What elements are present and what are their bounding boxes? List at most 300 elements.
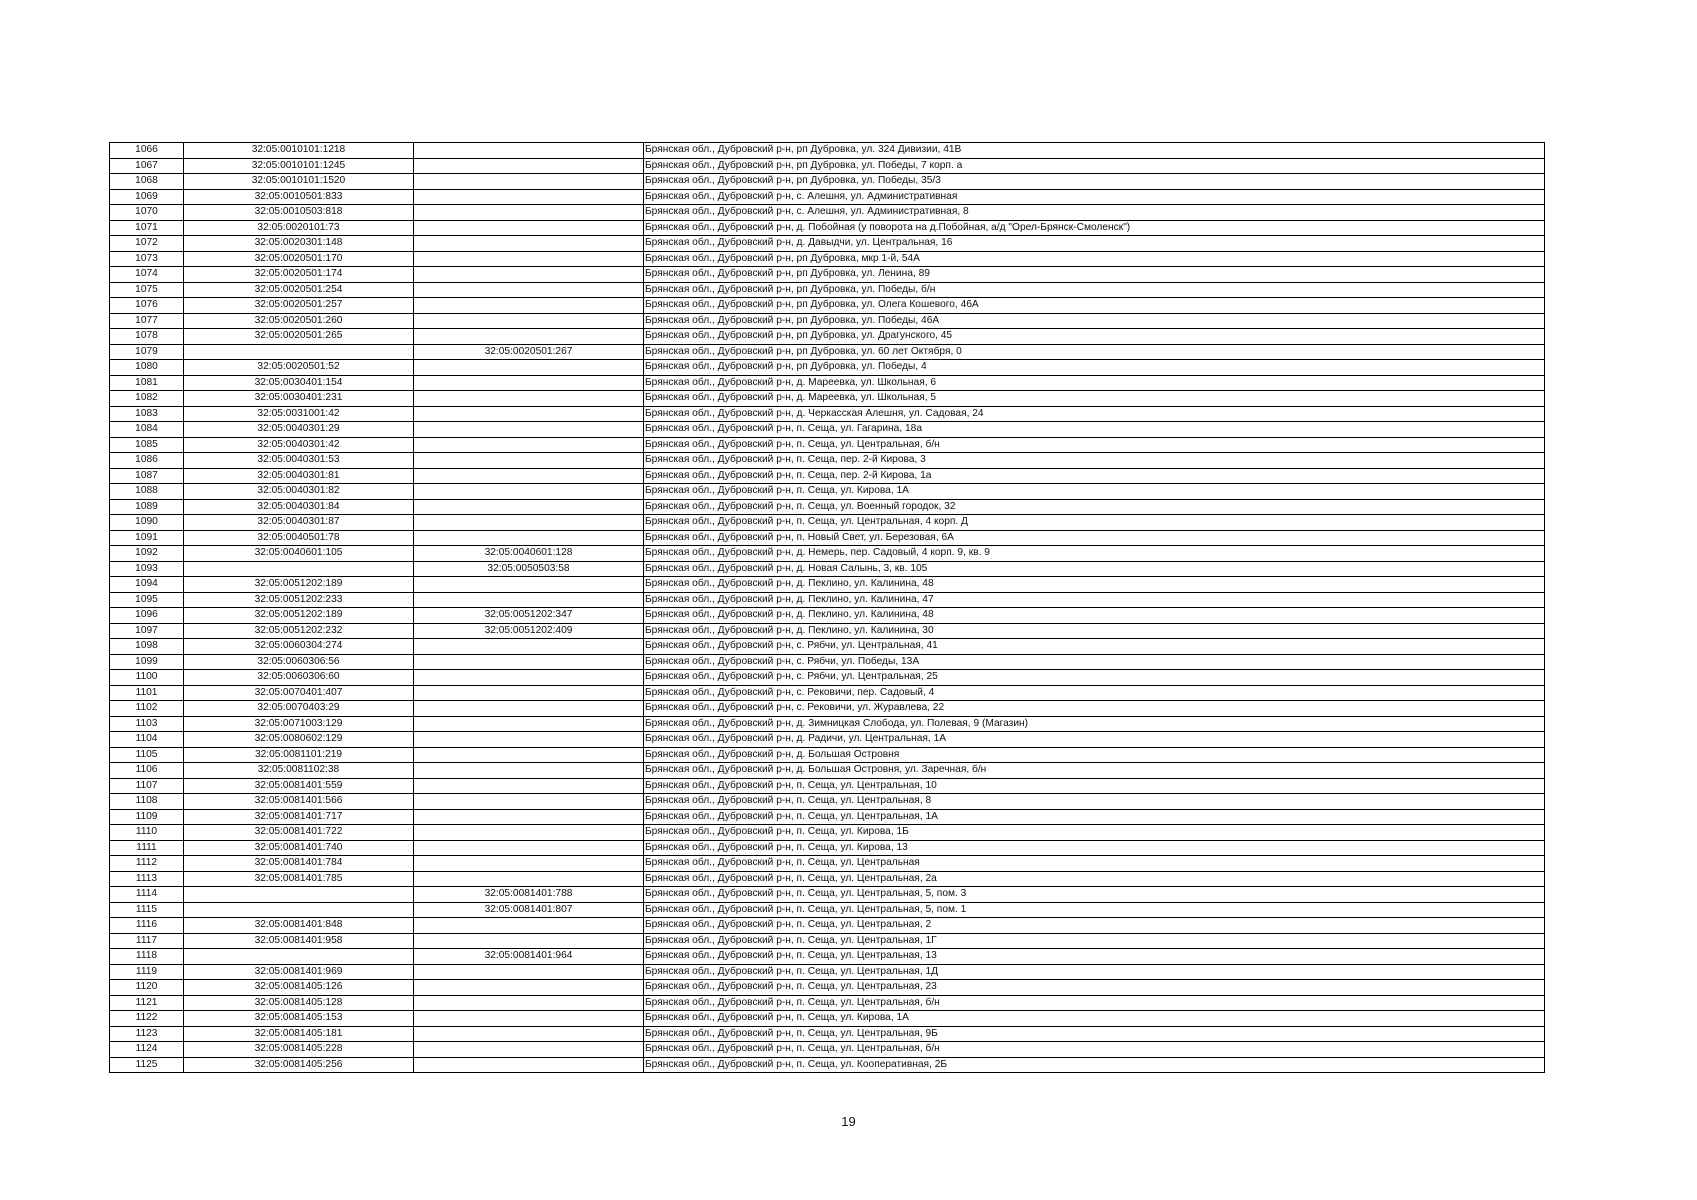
address-cell: Брянская обл., Дубровский р-н, д. Новая Салынь, 3, кв. 105 bbox=[644, 561, 1545, 577]
cadastral-number-cell: 32:05:0031001:42 bbox=[184, 406, 414, 422]
row-number-cell: 1083 bbox=[110, 406, 184, 422]
secondary-cadastral-number-cell bbox=[414, 685, 644, 701]
row-number-cell: 1115 bbox=[110, 902, 184, 918]
address-cell: Брянская обл., Дубровский р-н, рп Дубровка, ул. Олега Кошевого, 46А bbox=[644, 298, 1545, 314]
address-cell: Брянская обл., Дубровский р-н, с. Рябчи, ул. Победы, 13А bbox=[644, 654, 1545, 670]
table-row bbox=[110, 964, 1545, 980]
secondary-cadastral-number-cell bbox=[414, 205, 644, 221]
row-number-cell: 1086 bbox=[110, 453, 184, 469]
address-cell: Брянская обл., Дубровский р-н, п. Сеща, ул. Центральная, 2 bbox=[644, 918, 1545, 934]
row-number-cell: 1122 bbox=[110, 1011, 184, 1027]
secondary-cadastral-number-cell bbox=[414, 298, 644, 314]
address-cell: Брянская обл., Дубровский р-н, д. Давыдчи, ул. Центральная, 16 bbox=[644, 236, 1545, 252]
table-row bbox=[110, 1011, 1545, 1027]
address-cell: Брянская обл., Дубровский р-н, д. Мареевка, ул. Школьная, 6 bbox=[644, 375, 1545, 391]
secondary-cadastral-number-cell bbox=[414, 701, 644, 717]
secondary-cadastral-number-cell bbox=[414, 375, 644, 391]
secondary-cadastral-number-cell bbox=[414, 468, 644, 484]
secondary-cadastral-number-cell bbox=[414, 840, 644, 856]
row-number-cell: 1087 bbox=[110, 468, 184, 484]
row-number-cell: 1111 bbox=[110, 840, 184, 856]
address-cell: Брянская обл., Дубровский р-н, рп Дубровка, ул. Драгунского, 45 bbox=[644, 329, 1545, 345]
table-row bbox=[110, 298, 1545, 314]
table-row bbox=[110, 871, 1545, 887]
table-row bbox=[110, 468, 1545, 484]
cadastral-number-cell: 32:05:0040601:105 bbox=[184, 546, 414, 562]
address-cell: Брянская обл., Дубровский р-н, п. Сеща, ул. Центральная, 1А bbox=[644, 809, 1545, 825]
row-number-cell: 1096 bbox=[110, 608, 184, 624]
row-number-cell: 1123 bbox=[110, 1026, 184, 1042]
address-cell: Брянская обл., Дубровский р-н, п. Сеща, ул. Кирова, 13 bbox=[644, 840, 1545, 856]
table-row bbox=[110, 453, 1545, 469]
cadastral-number-cell: 32:05:0070401:407 bbox=[184, 685, 414, 701]
table-row bbox=[110, 592, 1545, 608]
row-number-cell: 1100 bbox=[110, 670, 184, 686]
row-number-cell: 1095 bbox=[110, 592, 184, 608]
address-cell: Брянская обл., Дубровский р-н, п. Сеща, ул. Кирова, 1А bbox=[644, 1011, 1545, 1027]
cadastral-number-cell: 32:05:0060306:56 bbox=[184, 654, 414, 670]
row-number-cell: 1110 bbox=[110, 825, 184, 841]
registry-table-body bbox=[110, 143, 1545, 1073]
address-cell: Брянская обл., Дубровский р-н, п. Сеща, ул. Центральная, 1Д bbox=[644, 964, 1545, 980]
address-cell: Брянская обл., Дубровский р-н, п. Сеща, ул. Центральная, б/н bbox=[644, 995, 1545, 1011]
row-number-cell: 1124 bbox=[110, 1042, 184, 1058]
cadastral-number-cell: 32:05:0010101:1245 bbox=[184, 158, 414, 174]
cadastral-number-cell bbox=[184, 887, 414, 903]
cadastral-number-cell: 32:05:0081401:969 bbox=[184, 964, 414, 980]
table-row bbox=[110, 236, 1545, 252]
address-cell: Брянская обл., Дубровский р-н, д. Радичи, ул. Центральная, 1А bbox=[644, 732, 1545, 748]
cadastral-number-cell: 32:05:0020501:265 bbox=[184, 329, 414, 345]
row-number-cell: 1120 bbox=[110, 980, 184, 996]
cadastral-number-cell: 32:05:0040301:82 bbox=[184, 484, 414, 500]
secondary-cadastral-number-cell bbox=[414, 360, 644, 376]
secondary-cadastral-number-cell bbox=[414, 282, 644, 298]
row-number-cell: 1085 bbox=[110, 437, 184, 453]
secondary-cadastral-number-cell bbox=[414, 251, 644, 267]
cadastral-number-cell: 32:05:0020501:170 bbox=[184, 251, 414, 267]
table-row bbox=[110, 1026, 1545, 1042]
address-cell: Брянская обл., Дубровский р-н, п. Сеща, ул. Кирова, 1А bbox=[644, 484, 1545, 500]
secondary-cadastral-number-cell bbox=[414, 236, 644, 252]
table-row bbox=[110, 980, 1545, 996]
cadastral-number-cell: 32:05:0020501:254 bbox=[184, 282, 414, 298]
row-number-cell: 1117 bbox=[110, 933, 184, 949]
cadastral-number-cell bbox=[184, 561, 414, 577]
table-row bbox=[110, 344, 1545, 360]
cadastral-number-cell: 32:05:0070403:29 bbox=[184, 701, 414, 717]
table-row bbox=[110, 220, 1545, 236]
table-row bbox=[110, 484, 1545, 500]
address-cell: Брянская обл., Дубровский р-н, п. Новый Свет, ул. Березовая, 6А bbox=[644, 530, 1545, 546]
secondary-cadastral-number-cell bbox=[414, 577, 644, 593]
table-row bbox=[110, 902, 1545, 918]
address-cell: Брянская обл., Дубровский р-н, рп Дубровка, ул. 60 лет Октября, 0 bbox=[644, 344, 1545, 360]
secondary-cadastral-number-cell bbox=[414, 437, 644, 453]
address-cell: Брянская обл., Дубровский р-н, рп Дубровка, мкр 1-й, 54А bbox=[644, 251, 1545, 267]
table-row bbox=[110, 546, 1545, 562]
cadastral-number-cell: 32:05:0080602:129 bbox=[184, 732, 414, 748]
address-cell: Брянская обл., Дубровский р-н, д. Пеклино, ул. Калинина, 48 bbox=[644, 608, 1545, 624]
secondary-cadastral-number-cell bbox=[414, 329, 644, 345]
row-number-cell: 1081 bbox=[110, 375, 184, 391]
table-row bbox=[110, 918, 1545, 934]
table-row bbox=[110, 391, 1545, 407]
cadastral-number-cell bbox=[184, 344, 414, 360]
row-number-cell: 1113 bbox=[110, 871, 184, 887]
secondary-cadastral-number-cell bbox=[414, 778, 644, 794]
secondary-cadastral-number-cell bbox=[414, 143, 644, 159]
address-cell: Брянская обл., Дубровский р-н, п. Сеща, ул. Центральная, 5, пом. 3 bbox=[644, 887, 1545, 903]
table-row bbox=[110, 887, 1545, 903]
address-cell: Брянская обл., Дубровский р-н, рп Дубровка, ул. Победы, 7 корп. а bbox=[644, 158, 1545, 174]
address-cell: Брянская обл., Дубровский р-н, с. Рековичи, ул. Журавлева, 22 bbox=[644, 701, 1545, 717]
secondary-cadastral-number-cell bbox=[414, 964, 644, 980]
table-row bbox=[110, 422, 1545, 438]
cadastral-number-cell: 32:05:0081401:848 bbox=[184, 918, 414, 934]
address-cell: Брянская обл., Дубровский р-н, с. Алешня, ул. Административная, 8 bbox=[644, 205, 1545, 221]
cadastral-number-cell: 32:05:0040301:53 bbox=[184, 453, 414, 469]
cadastral-number-cell: 32:05:0060306:60 bbox=[184, 670, 414, 686]
table-row bbox=[110, 515, 1545, 531]
address-cell: Брянская обл., Дубровский р-н, д. Пеклино, ул. Калинина, 30 bbox=[644, 623, 1545, 639]
address-cell: Брянская обл., Дубровский р-н, с. Алешня, ул. Административная bbox=[644, 189, 1545, 205]
table-row bbox=[110, 143, 1545, 159]
table-row bbox=[110, 205, 1545, 221]
row-number-cell: 1108 bbox=[110, 794, 184, 810]
secondary-cadastral-number-cell bbox=[414, 174, 644, 190]
secondary-cadastral-number-cell bbox=[414, 592, 644, 608]
row-number-cell: 1066 bbox=[110, 143, 184, 159]
table-row bbox=[110, 639, 1545, 655]
row-number-cell: 1075 bbox=[110, 282, 184, 298]
address-cell: Брянская обл., Дубровский р-н, д. Мареевка, ул. Школьная, 5 bbox=[644, 391, 1545, 407]
cadastral-number-cell: 32:05:0081405:256 bbox=[184, 1057, 414, 1073]
table-row bbox=[110, 763, 1545, 779]
registry-table bbox=[109, 142, 1545, 1073]
table-row bbox=[110, 701, 1545, 717]
address-cell: Брянская обл., Дубровский р-н, п. Сеща, ул. Центральная, 8 bbox=[644, 794, 1545, 810]
address-cell: Брянская обл., Дубровский р-н, рп Дубровка, ул. Победы, 46А bbox=[644, 313, 1545, 329]
secondary-cadastral-number-cell bbox=[414, 220, 644, 236]
address-cell: Брянская обл., Дубровский р-н, с. Рябчи, ул. Центральная, 41 bbox=[644, 639, 1545, 655]
row-number-cell: 1071 bbox=[110, 220, 184, 236]
cadastral-number-cell: 32:05:0060304:274 bbox=[184, 639, 414, 655]
table-row bbox=[110, 1057, 1545, 1073]
cadastral-number-cell: 32:05:0051202:189 bbox=[184, 577, 414, 593]
cadastral-number-cell: 32:05:0020101:73 bbox=[184, 220, 414, 236]
table-row bbox=[110, 530, 1545, 546]
address-cell: Брянская обл., Дубровский р-н, д. Пеклино, ул. Калинина, 47 bbox=[644, 592, 1545, 608]
secondary-cadastral-number-cell: 32:05:0081401:964 bbox=[414, 949, 644, 965]
cadastral-number-cell: 32:05:0020501:257 bbox=[184, 298, 414, 314]
table-row bbox=[110, 794, 1545, 810]
table-row bbox=[110, 732, 1545, 748]
secondary-cadastral-number-cell bbox=[414, 515, 644, 531]
cadastral-number-cell: 32:05:0051202:232 bbox=[184, 623, 414, 639]
secondary-cadastral-number-cell bbox=[414, 530, 644, 546]
cadastral-number-cell: 32:05:0081405:181 bbox=[184, 1026, 414, 1042]
address-cell: Брянская обл., Дубровский р-н, п. Сеща, ул. Центральная, б/н bbox=[644, 1042, 1545, 1058]
secondary-cadastral-number-cell bbox=[414, 422, 644, 438]
cadastral-number-cell: 32:05:0051202:189 bbox=[184, 608, 414, 624]
address-cell: Брянская обл., Дубровский р-н, п. Сеща, ул. Центральная, 2а bbox=[644, 871, 1545, 887]
row-number-cell: 1093 bbox=[110, 561, 184, 577]
address-cell: Брянская обл., Дубровский р-н, рп Дубровка, ул. Победы, 35/3 bbox=[644, 174, 1545, 190]
address-cell: Брянская обл., Дубровский р-н, п. Сеща, ул. Центральная, б/н bbox=[644, 437, 1545, 453]
row-number-cell: 1116 bbox=[110, 918, 184, 934]
cadastral-number-cell: 32:05:0040501:78 bbox=[184, 530, 414, 546]
cadastral-number-cell: 32:05:0081401:740 bbox=[184, 840, 414, 856]
cadastral-number-cell: 32:05:0081405:153 bbox=[184, 1011, 414, 1027]
row-number-cell: 1121 bbox=[110, 995, 184, 1011]
table-row bbox=[110, 251, 1545, 267]
secondary-cadastral-number-cell bbox=[414, 499, 644, 515]
table-row bbox=[110, 995, 1545, 1011]
row-number-cell: 1104 bbox=[110, 732, 184, 748]
address-cell: Брянская обл., Дубровский р-н, п. Сеща, ул. Кирова, 1Б bbox=[644, 825, 1545, 841]
address-cell: Брянская обл., Дубровский р-н, д. Зимницкая Слобода, ул. Полевая, 9 (Магазин) bbox=[644, 716, 1545, 732]
row-number-cell: 1107 bbox=[110, 778, 184, 794]
secondary-cadastral-number-cell bbox=[414, 794, 644, 810]
address-cell: Брянская обл., Дубровский р-н, п. Сеща, ул. Центральная bbox=[644, 856, 1545, 872]
address-cell: Брянская обл., Дубровский р-н, д. Немерь, пер. Садовый, 4 корп. 9, кв. 9 bbox=[644, 546, 1545, 562]
secondary-cadastral-number-cell bbox=[414, 654, 644, 670]
address-cell: Брянская обл., Дубровский р-н, п. Сеща, ул. Кооперативная, 2Б bbox=[644, 1057, 1545, 1073]
address-cell: Брянская обл., Дубровский р-н, п. Сеща, ул. Гагарина, 18а bbox=[644, 422, 1545, 438]
address-cell: Брянская обл., Дубровский р-н, д. Черкасская Алешня, ул. Садовая, 24 bbox=[644, 406, 1545, 422]
row-number-cell: 1069 bbox=[110, 189, 184, 205]
row-number-cell: 1125 bbox=[110, 1057, 184, 1073]
cadastral-number-cell: 32:05:0051202:233 bbox=[184, 592, 414, 608]
row-number-cell: 1112 bbox=[110, 856, 184, 872]
table-row bbox=[110, 840, 1545, 856]
row-number-cell: 1067 bbox=[110, 158, 184, 174]
cadastral-number-cell bbox=[184, 949, 414, 965]
address-cell: Брянская обл., Дубровский р-н, п. Сеща, ул. Центральная, 4 корп. Д bbox=[644, 515, 1545, 531]
cadastral-number-cell: 32:05:0010503:818 bbox=[184, 205, 414, 221]
secondary-cadastral-number-cell bbox=[414, 1026, 644, 1042]
address-cell: Брянская обл., Дубровский р-н, рп Дубровка, ул. Победы, б/н bbox=[644, 282, 1545, 298]
row-number-cell: 1094 bbox=[110, 577, 184, 593]
row-number-cell: 1118 bbox=[110, 949, 184, 965]
secondary-cadastral-number-cell bbox=[414, 763, 644, 779]
table-row bbox=[110, 577, 1545, 593]
cadastral-number-cell: 32:05:0030401:231 bbox=[184, 391, 414, 407]
cadastral-number-cell: 32:05:0010101:1218 bbox=[184, 143, 414, 159]
address-cell: Брянская обл., Дубровский р-н, д. Пеклино, ул. Калинина, 48 bbox=[644, 577, 1545, 593]
row-number-cell: 1102 bbox=[110, 701, 184, 717]
address-cell: Брянская обл., Дубровский р-н, п. Сеща, ул. Военный городок, 32 bbox=[644, 499, 1545, 515]
secondary-cadastral-number-cell: 32:05:0020501:267 bbox=[414, 344, 644, 360]
table-row bbox=[110, 716, 1545, 732]
table-row bbox=[110, 406, 1545, 422]
cadastral-number-cell: 32:05:0010501:833 bbox=[184, 189, 414, 205]
secondary-cadastral-number-cell: 32:05:0051202:409 bbox=[414, 623, 644, 639]
table-row bbox=[110, 608, 1545, 624]
row-number-cell: 1106 bbox=[110, 763, 184, 779]
row-number-cell: 1097 bbox=[110, 623, 184, 639]
cadastral-number-cell: 32:05:0081405:126 bbox=[184, 980, 414, 996]
table-row bbox=[110, 933, 1545, 949]
page-number: 19 bbox=[841, 1114, 856, 1129]
secondary-cadastral-number-cell: 32:05:0040601:128 bbox=[414, 546, 644, 562]
cadastral-number-cell: 32:05:0020301:148 bbox=[184, 236, 414, 252]
row-number-cell: 1109 bbox=[110, 809, 184, 825]
secondary-cadastral-number-cell bbox=[414, 670, 644, 686]
row-number-cell: 1090 bbox=[110, 515, 184, 531]
row-number-cell: 1101 bbox=[110, 685, 184, 701]
row-number-cell: 1103 bbox=[110, 716, 184, 732]
secondary-cadastral-number-cell bbox=[414, 158, 644, 174]
table-row bbox=[110, 267, 1545, 283]
cadastral-number-cell: 32:05:0081401:785 bbox=[184, 871, 414, 887]
cadastral-number-cell: 32:05:0020501:260 bbox=[184, 313, 414, 329]
cadastral-number-cell: 32:05:0020501:174 bbox=[184, 267, 414, 283]
table-row bbox=[110, 189, 1545, 205]
cadastral-number-cell: 32:05:0081401:566 bbox=[184, 794, 414, 810]
secondary-cadastral-number-cell bbox=[414, 267, 644, 283]
row-number-cell: 1070 bbox=[110, 205, 184, 221]
address-cell: Брянская обл., Дубровский р-н, рп Дубровка, ул. Победы, 4 bbox=[644, 360, 1545, 376]
row-number-cell: 1119 bbox=[110, 964, 184, 980]
secondary-cadastral-number-cell bbox=[414, 918, 644, 934]
address-cell: Брянская обл., Дубровский р-н, с. Рябчи, ул. Центральная, 25 bbox=[644, 670, 1545, 686]
secondary-cadastral-number-cell: 32:05:0051202:347 bbox=[414, 608, 644, 624]
cadastral-number-cell: 32:05:0081101:219 bbox=[184, 747, 414, 763]
table-row bbox=[110, 670, 1545, 686]
row-number-cell: 1079 bbox=[110, 344, 184, 360]
secondary-cadastral-number-cell bbox=[414, 732, 644, 748]
address-cell: Брянская обл., Дубровский р-н, рп Дубровка, ул. 324 Дивизии, 41В bbox=[644, 143, 1545, 159]
cadastral-number-cell: 32:05:0040301:84 bbox=[184, 499, 414, 515]
row-number-cell: 1084 bbox=[110, 422, 184, 438]
table-row bbox=[110, 747, 1545, 763]
secondary-cadastral-number-cell: 32:05:0050503:58 bbox=[414, 561, 644, 577]
address-cell: Брянская обл., Дубровский р-н, п. Сеща, ул. Центральная, 23 bbox=[644, 980, 1545, 996]
row-number-cell: 1105 bbox=[110, 747, 184, 763]
address-cell: Брянская обл., Дубровский р-н, д. Большая Островня bbox=[644, 747, 1545, 763]
secondary-cadastral-number-cell bbox=[414, 1057, 644, 1073]
secondary-cadastral-number-cell bbox=[414, 933, 644, 949]
cadastral-number-cell bbox=[184, 902, 414, 918]
table-row bbox=[110, 949, 1545, 965]
table-row bbox=[110, 685, 1545, 701]
row-number-cell: 1114 bbox=[110, 887, 184, 903]
row-number-cell: 1088 bbox=[110, 484, 184, 500]
secondary-cadastral-number-cell bbox=[414, 406, 644, 422]
cadastral-number-cell: 32:05:0081401:717 bbox=[184, 809, 414, 825]
secondary-cadastral-number-cell bbox=[414, 484, 644, 500]
address-cell: Брянская обл., Дубровский р-н, п. Сеща, ул. Центральная, 5, пом. 1 bbox=[644, 902, 1545, 918]
address-cell: Брянская обл., Дубровский р-н, п. Сеща, ул. Центральная, 1Г bbox=[644, 933, 1545, 949]
cadastral-number-cell: 32:05:0040301:81 bbox=[184, 468, 414, 484]
address-cell: Брянская обл., Дубровский р-н, п. Сеща, пер. 2-й Кирова, 3 bbox=[644, 453, 1545, 469]
cadastral-number-cell: 32:05:0081401:722 bbox=[184, 825, 414, 841]
row-number-cell: 1073 bbox=[110, 251, 184, 267]
table-row bbox=[110, 809, 1545, 825]
table-row bbox=[110, 1042, 1545, 1058]
secondary-cadastral-number-cell bbox=[414, 747, 644, 763]
secondary-cadastral-number-cell bbox=[414, 391, 644, 407]
row-number-cell: 1077 bbox=[110, 313, 184, 329]
cadastral-number-cell: 32:05:0081405:228 bbox=[184, 1042, 414, 1058]
row-number-cell: 1078 bbox=[110, 329, 184, 345]
table-row bbox=[110, 623, 1545, 639]
table-row bbox=[110, 654, 1545, 670]
row-number-cell: 1098 bbox=[110, 639, 184, 655]
cadastral-number-cell: 32:05:0030401:154 bbox=[184, 375, 414, 391]
row-number-cell: 1089 bbox=[110, 499, 184, 515]
table-row bbox=[110, 778, 1545, 794]
cadastral-number-cell: 32:05:0071003:129 bbox=[184, 716, 414, 732]
table-row bbox=[110, 158, 1545, 174]
cadastral-number-cell: 32:05:0081401:559 bbox=[184, 778, 414, 794]
secondary-cadastral-number-cell: 32:05:0081401:807 bbox=[414, 902, 644, 918]
row-number-cell: 1076 bbox=[110, 298, 184, 314]
cadastral-number-cell: 32:05:0010101:1520 bbox=[184, 174, 414, 190]
secondary-cadastral-number-cell bbox=[414, 856, 644, 872]
address-cell: Брянская обл., Дубровский р-н, п. Сеща, ул. Центральная, 10 bbox=[644, 778, 1545, 794]
row-number-cell: 1091 bbox=[110, 530, 184, 546]
secondary-cadastral-number-cell bbox=[414, 809, 644, 825]
row-number-cell: 1072 bbox=[110, 236, 184, 252]
row-number-cell: 1080 bbox=[110, 360, 184, 376]
table-row bbox=[110, 825, 1545, 841]
row-number-cell: 1082 bbox=[110, 391, 184, 407]
row-number-cell: 1092 bbox=[110, 546, 184, 562]
secondary-cadastral-number-cell bbox=[414, 980, 644, 996]
secondary-cadastral-number-cell bbox=[414, 1042, 644, 1058]
secondary-cadastral-number-cell bbox=[414, 825, 644, 841]
table-row bbox=[110, 375, 1545, 391]
table-row bbox=[110, 174, 1545, 190]
cadastral-number-cell: 32:05:0081401:784 bbox=[184, 856, 414, 872]
address-cell: Брянская обл., Дубровский р-н, п. Сеща, ул. Центральная, 9Б bbox=[644, 1026, 1545, 1042]
secondary-cadastral-number-cell bbox=[414, 313, 644, 329]
cadastral-number-cell: 32:05:0081405:128 bbox=[184, 995, 414, 1011]
cadastral-number-cell: 32:05:0040301:42 bbox=[184, 437, 414, 453]
row-number-cell: 1099 bbox=[110, 654, 184, 670]
row-number-cell: 1074 bbox=[110, 267, 184, 283]
table-row bbox=[110, 360, 1545, 376]
cadastral-number-cell: 32:05:0020501:52 bbox=[184, 360, 414, 376]
address-cell: Брянская обл., Дубровский р-н, с. Рековичи, пер. Садовый, 4 bbox=[644, 685, 1545, 701]
secondary-cadastral-number-cell bbox=[414, 716, 644, 732]
secondary-cadastral-number-cell bbox=[414, 1011, 644, 1027]
table-row bbox=[110, 282, 1545, 298]
address-cell: Брянская обл., Дубровский р-н, рп Дубровка, ул. Ленина, 89 bbox=[644, 267, 1545, 283]
address-cell: Брянская обл., Дубровский р-н, д. Побойная (у поворота на д.Побойная, а/д "Орел-Брянск-Смоленск") bbox=[644, 220, 1545, 236]
table-row bbox=[110, 437, 1545, 453]
address-cell: Брянская обл., Дубровский р-н, п. Сеща, ул. Центральная, 13 bbox=[644, 949, 1545, 965]
secondary-cadastral-number-cell: 32:05:0081401:788 bbox=[414, 887, 644, 903]
address-cell: Брянская обл., Дубровский р-н, п. Сеща, пер. 2-й Кирова, 1а bbox=[644, 468, 1545, 484]
table-row bbox=[110, 499, 1545, 515]
cadastral-number-cell: 32:05:0081102:38 bbox=[184, 763, 414, 779]
row-number-cell: 1068 bbox=[110, 174, 184, 190]
cadastral-number-cell: 32:05:0081401:958 bbox=[184, 933, 414, 949]
address-cell: Брянская обл., Дубровский р-н, д. Большая Островня, ул. Заречная, б/н bbox=[644, 763, 1545, 779]
cadastral-number-cell: 32:05:0040301:87 bbox=[184, 515, 414, 531]
table-row bbox=[110, 329, 1545, 345]
table-row bbox=[110, 561, 1545, 577]
table-row bbox=[110, 313, 1545, 329]
cadastral-number-cell: 32:05:0040301:29 bbox=[184, 422, 414, 438]
table-row bbox=[110, 856, 1545, 872]
secondary-cadastral-number-cell bbox=[414, 453, 644, 469]
secondary-cadastral-number-cell bbox=[414, 639, 644, 655]
